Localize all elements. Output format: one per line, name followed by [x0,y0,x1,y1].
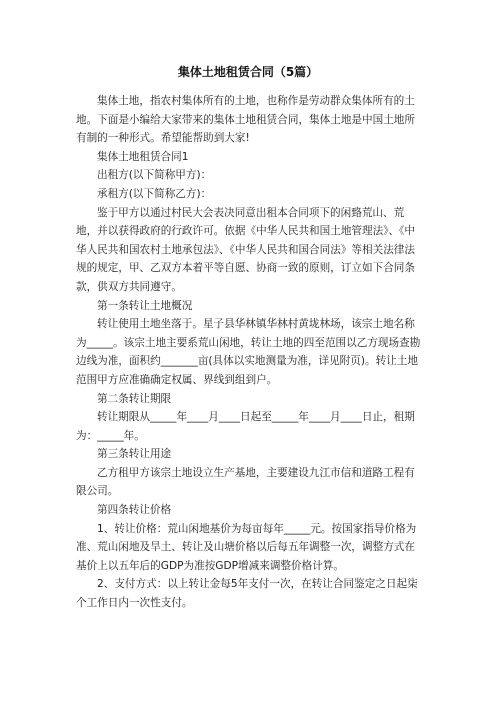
paragraph-lessor: 出租方(以下简称甲方)： [97,169,212,182]
paragraph-article-4-heading: 第四条转让价格 [97,504,172,517]
paragraph-intro: 集体土地，指农村集体所有的土地，也称作是劳动群众集体所有的土地。下面是小编给大家带来的集体土地租赁合同，集体土地是中国土地所有制的一种形式。希望能帮助到大家! [76,95,415,145]
paragraph-article-2-heading: 第二条转让期限 [97,392,172,405]
paragraph-article-3-body: 乙方租甲方该宗土地设立生产基地，主要建设九江市信和道路工程有限公司。 [76,466,415,498]
paragraph-article-1-body: 转让使用土地坐落于。星子县华林镇华林村黄垅林场，该宗土地名称为_____。该宗土地主要系荒山闲地，转让土地的四至范围以乙方现场查勘边线为准，面积约_______亩(具体以实地测量为准，详见附页)。转让土地范围甲方应准确确定权属、界线到组到户。 [76,318,421,386]
paragraph-article-4-price: 1、转让价格：荒山闲地基价为每亩每年_____元。按国家指导价格为准、荒山闲地及旱土、转让及山塘价格以后每五年调整一次，调整方式在基价上以五年后的GDP为准按GDP增减来调整价格计算。 [76,522,417,572]
document-title: 集体土地租赁合同（5篇） [177,65,319,79]
paragraph-contract-heading: 集体土地租赁合同1 [97,150,189,163]
paragraph-article-3-heading: 第三条转让用途 [97,448,172,461]
paragraph-article-1-heading: 第一条转让土地概况 [97,299,193,312]
paragraph-lessee: 承租方(以下简称乙方)： [97,187,212,200]
paragraph-preamble: 鉴于甲方以通过村民大会表决同意出租本合同项下的闲臵荒山、荒地，并以获得政府的行政许可。依据《中华人民共和国土地管理法》、《中华人民共和国农村土地承包法》、《中华人民共和国合同法》等相关法律法规的规定，甲、乙双方本着平等自愿、协商一致的原则，订立如下合同条款，供双方共同遵守。 [76,206,415,293]
paragraph-article-4-payment: 2、支付方式：以上转让金每5年支付一次，在转让合同鉴定之日起柒个工作日内一次性支付。 [76,578,418,610]
document-body [76,92,422,613]
paragraph-article-2-body: 转让期限从_____年____月____日起至_____年____月____日止，租期为：_____年。 [76,411,415,442]
